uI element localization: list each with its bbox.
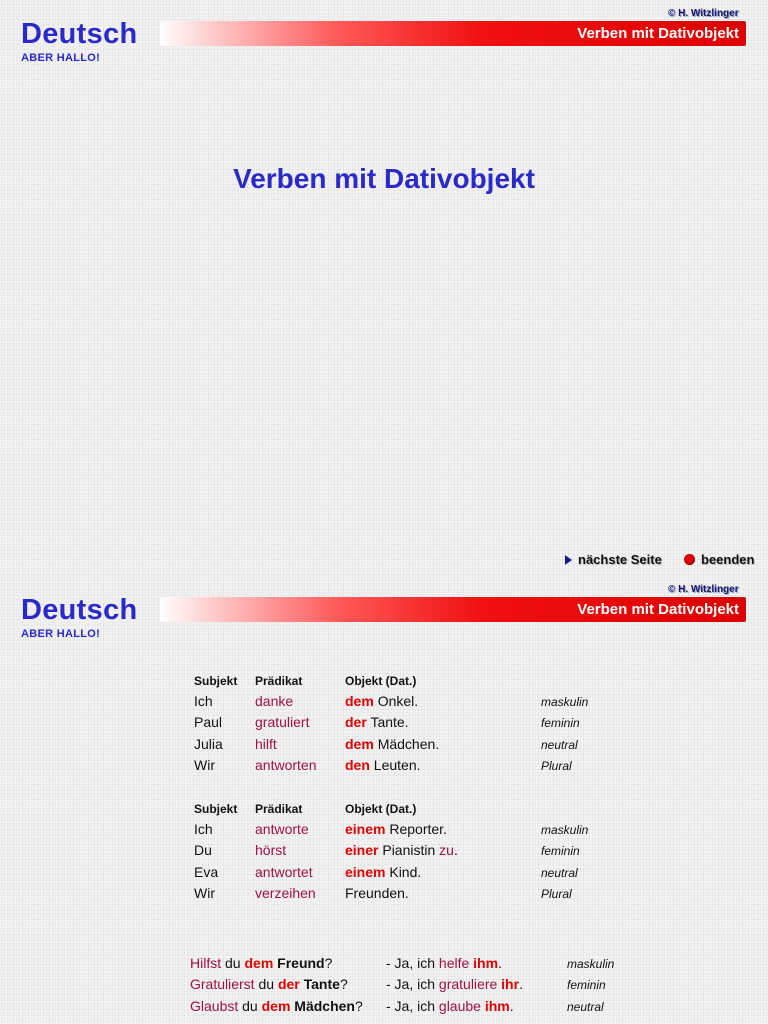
predicate-cell: antwortet bbox=[255, 864, 313, 880]
col-header-predicate: Prädikat bbox=[255, 802, 303, 816]
subject-cell: Ich bbox=[194, 821, 213, 837]
predicate-cell: hörst bbox=[255, 842, 287, 858]
article: dem bbox=[345, 736, 374, 752]
question bbox=[190, 998, 363, 1014]
article: dem bbox=[345, 693, 374, 709]
sentence-end: . bbox=[453, 842, 458, 858]
gender-label: maskulin bbox=[541, 695, 589, 709]
object-cell bbox=[345, 864, 421, 880]
subject-cell: Du bbox=[194, 842, 212, 858]
answer bbox=[386, 976, 523, 992]
header-title: Verben mit Dativobjekt bbox=[577, 25, 739, 42]
noun: Mädchen bbox=[294, 998, 355, 1014]
col-header-object: Objekt (Dat.) bbox=[345, 802, 417, 816]
gender-label: neutral bbox=[567, 1000, 604, 1014]
question-verb: Hilfst bbox=[190, 955, 222, 971]
verb-particle: zu bbox=[439, 842, 454, 858]
gender-label: feminin bbox=[541, 716, 580, 730]
question-verb: Glaubst bbox=[190, 998, 239, 1014]
table-row bbox=[194, 736, 223, 752]
subject-cell: Ich bbox=[194, 693, 213, 709]
answer bbox=[386, 955, 502, 971]
question-mark: ? bbox=[339, 976, 348, 992]
predicate-cell: antworten bbox=[255, 757, 317, 773]
copyright: © H. Witzlinger bbox=[668, 8, 739, 19]
logo-subtitle: ABER HALLO! bbox=[21, 52, 101, 64]
table-row bbox=[194, 757, 215, 773]
noun: Tante bbox=[303, 976, 340, 992]
article: einem bbox=[345, 864, 386, 880]
exit-label: beenden bbox=[701, 552, 755, 567]
article: dem bbox=[244, 955, 274, 971]
answer-verb: glaube bbox=[438, 998, 481, 1014]
article: der bbox=[277, 976, 300, 992]
page-title: Verben mit Dativobjekt bbox=[233, 163, 535, 194]
col-header-subject: Subjekt bbox=[194, 674, 238, 688]
answer-verb: helfe bbox=[438, 955, 470, 971]
gender-label: Plural bbox=[541, 887, 572, 901]
gender-label: feminin bbox=[567, 978, 606, 992]
logo-subtitle: ABER HALLO! bbox=[21, 628, 101, 640]
gender-label: neutral bbox=[541, 866, 578, 880]
question-mark: ? bbox=[324, 955, 333, 971]
article: einer bbox=[345, 842, 379, 858]
object-cell bbox=[345, 821, 447, 837]
object-cell bbox=[345, 757, 421, 773]
article: dem bbox=[261, 998, 291, 1014]
noun: Kind. bbox=[389, 864, 422, 880]
subject-cell: Julia bbox=[194, 736, 223, 752]
subject-cell: Wir bbox=[194, 757, 215, 773]
answer-pronoun: ihm bbox=[473, 955, 499, 971]
answer-pronoun: ihr bbox=[501, 976, 520, 992]
answer-prefix: - Ja, ich bbox=[386, 976, 436, 992]
subject-cell: Wir bbox=[194, 885, 215, 901]
gender-label: maskulin bbox=[567, 957, 615, 971]
table-row bbox=[194, 714, 222, 730]
question-pronoun: du bbox=[258, 976, 275, 992]
predicate-cell: danke bbox=[255, 693, 294, 709]
next-page-label: nächste Seite bbox=[578, 552, 662, 567]
object-cell bbox=[345, 693, 418, 709]
answer-prefix: - Ja, ich bbox=[386, 998, 436, 1014]
header-bar bbox=[160, 597, 746, 622]
article: den bbox=[345, 757, 370, 773]
question bbox=[190, 955, 332, 971]
article: der bbox=[345, 714, 367, 730]
header-bar bbox=[160, 21, 746, 46]
header-title: Verben mit Dativobjekt bbox=[577, 601, 739, 618]
answer-pronoun: ihm bbox=[484, 998, 510, 1014]
noun: Freund bbox=[277, 955, 325, 971]
gender-label: Plural bbox=[541, 759, 572, 773]
next-page-button[interactable] bbox=[565, 552, 662, 567]
gender-label: maskulin bbox=[541, 823, 589, 837]
subject-cell: Eva bbox=[194, 864, 219, 880]
noun: Tante. bbox=[370, 714, 409, 730]
logo-title: Deutsch bbox=[21, 18, 138, 50]
object-cell bbox=[345, 885, 409, 901]
answer-prefix: - Ja, ich bbox=[386, 955, 436, 971]
noun: Freunden. bbox=[345, 885, 409, 901]
object-cell bbox=[345, 714, 409, 730]
gender-label: neutral bbox=[541, 738, 578, 752]
sentence-end: . bbox=[509, 998, 514, 1014]
noun: Mädchen. bbox=[377, 736, 440, 752]
noun: Reporter. bbox=[389, 821, 447, 837]
object-cell bbox=[345, 736, 439, 752]
logo-title: Deutsch bbox=[21, 594, 138, 626]
predicate-cell: verzeihen bbox=[255, 885, 316, 901]
noun: Leuten. bbox=[373, 757, 421, 773]
question-verb: Gratulierst bbox=[190, 976, 255, 992]
question-pronoun: du bbox=[242, 998, 258, 1014]
noun: Onkel. bbox=[377, 693, 419, 709]
stop-dot-icon bbox=[684, 554, 695, 565]
subject-cell: Paul bbox=[194, 714, 223, 730]
question-mark: ? bbox=[354, 998, 363, 1014]
predicate-cell: gratuliert bbox=[255, 714, 310, 730]
exit-button[interactable] bbox=[684, 552, 754, 567]
col-header-subject: Subjekt bbox=[194, 802, 238, 816]
predicate-cell: antworte bbox=[255, 821, 309, 837]
question bbox=[190, 976, 348, 992]
answer bbox=[386, 998, 514, 1014]
table-row bbox=[194, 693, 213, 709]
sentence-end: . bbox=[498, 955, 502, 971]
predicate-cell: hilft bbox=[255, 736, 277, 752]
question-pronoun: du bbox=[225, 955, 241, 971]
next-arrow-icon bbox=[565, 555, 572, 565]
gender-label: feminin bbox=[541, 844, 580, 858]
object-cell bbox=[345, 842, 458, 858]
answer-verb: gratuliere bbox=[438, 976, 498, 992]
noun: Pianistin bbox=[382, 842, 436, 858]
article: einem bbox=[345, 821, 386, 837]
copyright: © H. Witzlinger bbox=[668, 584, 739, 595]
col-header-predicate: Prädikat bbox=[255, 674, 303, 688]
sentence-end: . bbox=[519, 976, 523, 992]
col-header-object: Objekt (Dat.) bbox=[345, 674, 417, 688]
